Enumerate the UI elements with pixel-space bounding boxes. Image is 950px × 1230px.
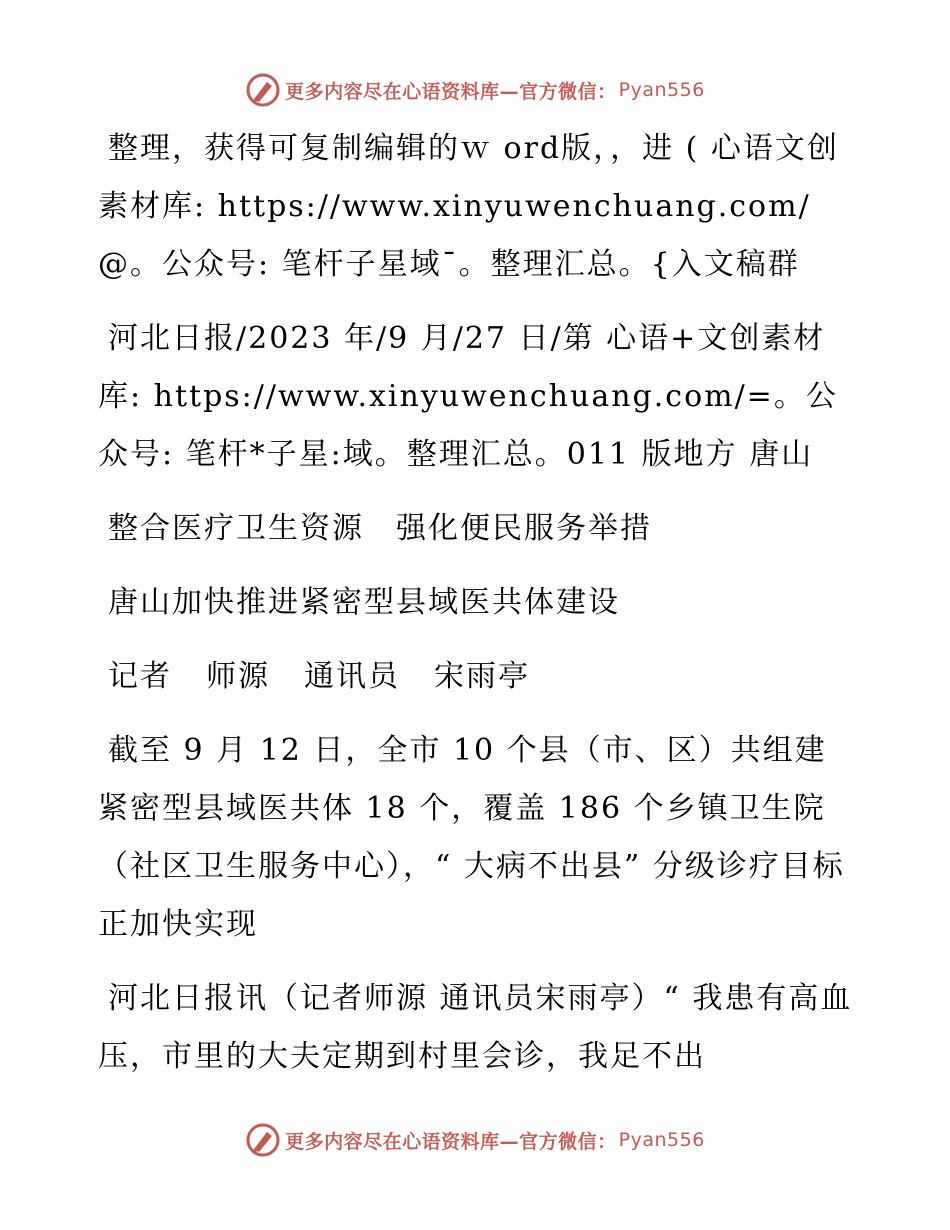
watermark-text: 更多内容尽在心语资料库—官方微信： [285, 80, 617, 103]
source-line: 河北日报/2023 年/9 月/27 日/第 心语+文创素材库: https://www.xinyuwenchuang.com/=。公众号: 笔杆*子星:域。整理汇总。011 版地方 唐山 [98, 321, 838, 472]
watermark-handle: Pyan556 [618, 79, 705, 101]
article-title: 唐山加快推进紧密型县域医共体建设 [108, 585, 620, 620]
watermark-handle: Pyan556 [618, 1129, 705, 1151]
correspondent-label: 通讯员 [304, 659, 400, 694]
pen-logo-icon [245, 1122, 281, 1158]
pen-logo-icon [245, 72, 281, 108]
watermark-header [0, 70, 950, 110]
body-paragraph: 河北日报讯（记者师源 通讯员宋雨亭）“ 我患有高血压，市里的大夫定期到村里会诊，我足不出 [98, 981, 853, 1074]
document-body [98, 120, 858, 1102]
watermark-text: 更多内容尽在心语资料库—官方微信： [285, 1130, 617, 1153]
lead-paragraph: 截至 9 月 12 日，全市 10 个县（市、区）共组建紧密型县域医共体 18 个，覆盖 186 个乡镇卫生院（社区卫生服务中心），“ 大病不出县” 分级诊疗目标正加快实现 [98, 733, 845, 942]
watermark-footer [0, 1120, 950, 1160]
article-subtitle: 整合医疗卫生资源 强化便民服务举措 [108, 511, 652, 546]
intro-paragraph: 整理，获得可复制编辑的ｗ ord版，，进 ( 心语文创素材库: https://www.xinyuwenchuang.com/@。公众号: 笔杆子星域¯。整理汇总。{入文稿群 [98, 131, 839, 282]
reporter-label: 记者 [108, 659, 172, 694]
byline [98, 648, 858, 706]
reporter-name: 师源 [206, 659, 270, 694]
correspondent-name: 宋雨亭 [434, 659, 530, 694]
